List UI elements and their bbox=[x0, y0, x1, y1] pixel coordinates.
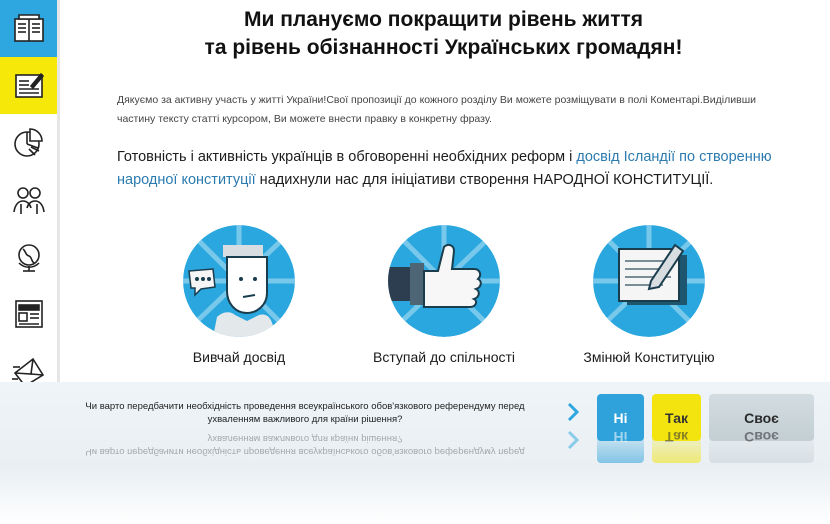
page-title bbox=[57, 6, 830, 62]
sidebar-item-community[interactable] bbox=[0, 171, 57, 228]
lead-text-before: Готовність і активність українців в обговоренні необхідних реформ і bbox=[117, 149, 577, 165]
answer-own-reflection: Своє bbox=[709, 429, 814, 463]
lead-text-after: надихнули нас для ініціативи створення НАРОДНОЇ КОНСТИТУЦІЇ. bbox=[255, 172, 714, 188]
card-join-label: Вступай до спільності bbox=[372, 349, 516, 365]
sidebar-item-world[interactable] bbox=[0, 228, 57, 285]
intro-text: Дякуємо за активну участь у житті України!Свої пропозиції до кожного розділу Ви можете розміщувати в полі Коментарі.Виділивши частину тексту статті курсором, Ви можете внести правку в конкретну фразу. bbox=[117, 94, 756, 125]
sidebar-item-news[interactable] bbox=[0, 285, 57, 342]
answer-own-button[interactable]: Своє bbox=[709, 394, 814, 441]
card-join[interactable] bbox=[364, 225, 524, 365]
card-change-label: Змінюй Конституцію bbox=[583, 349, 715, 365]
chevron-right-reflection-icon bbox=[566, 430, 580, 450]
card-change[interactable] bbox=[569, 225, 729, 365]
student-icon bbox=[183, 225, 295, 337]
poll-bar bbox=[0, 382, 830, 524]
book-icon bbox=[11, 11, 47, 47]
lead-paragraph bbox=[117, 146, 777, 192]
answer-yes-button[interactable]: Так bbox=[652, 394, 701, 441]
globe-icon bbox=[11, 239, 47, 275]
card-learn-label: Вивчай досвід bbox=[192, 349, 286, 365]
notebook-pen-icon bbox=[593, 225, 705, 337]
people-icon bbox=[11, 182, 47, 218]
sidebar-item-edit[interactable] bbox=[0, 57, 57, 114]
iceland-experience-link[interactable]: досвід Ісландії по створенню народної конституції bbox=[117, 149, 772, 188]
poll-question: Чи варто передбачити необхідність проведення всеукраїнського обов'язкового референдуму перед ухваленням важливого для країни рішення? bbox=[85, 401, 525, 425]
card-learn[interactable] bbox=[159, 225, 319, 365]
sidebar-item-stats[interactable] bbox=[0, 114, 57, 171]
answer-no-button[interactable]: Ні bbox=[597, 394, 644, 441]
page-title-line1: Ми плануємо покращити рівень життя bbox=[243, 8, 644, 31]
poll-question-reflection: Чи варто передбачити необхідність проведення всеукраїнського обов'язкового референдуму перед ухваленням важливого для країни рішення? bbox=[85, 433, 525, 457]
page-title-line2: та рівень обізнанності Українських громадян! bbox=[204, 36, 683, 59]
sidebar-item-book[interactable] bbox=[0, 0, 57, 57]
thumbs-up-icon bbox=[388, 225, 500, 337]
answer-yes-reflection: Так bbox=[652, 429, 701, 463]
sidebar bbox=[0, 0, 60, 390]
pie-chart-icon bbox=[11, 125, 47, 161]
chevron-right-icon bbox=[566, 402, 580, 422]
newspaper-icon bbox=[11, 296, 47, 332]
answer-no-reflection: Ні bbox=[597, 429, 644, 463]
pen-document-icon bbox=[11, 68, 47, 104]
